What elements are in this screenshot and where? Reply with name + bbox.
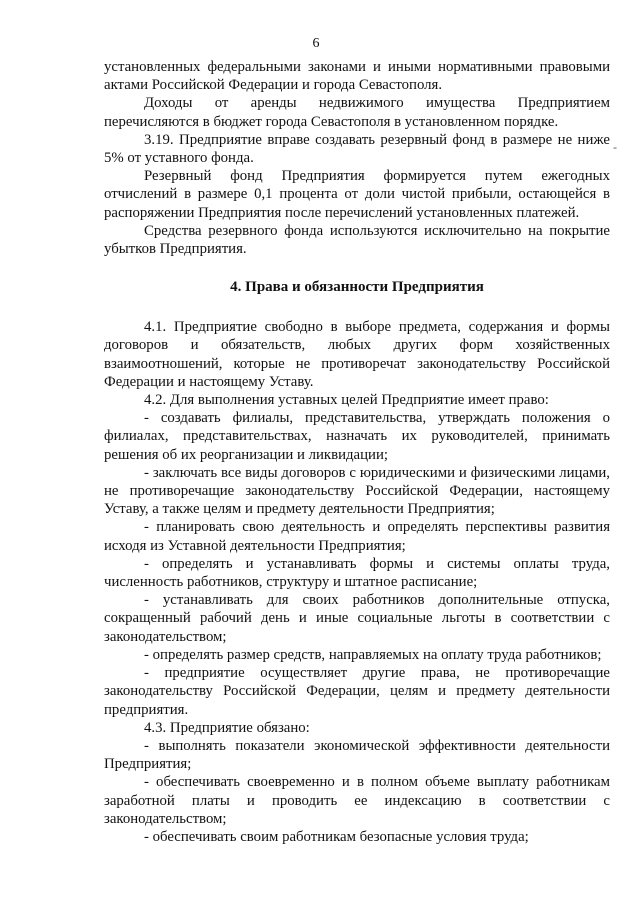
paragraph: 4.2. Для выполнения уставных целей Предприятие имеет право: <box>144 392 549 409</box>
paragraph: Доходы от аренды недвижимого имущества Предприятием перечисляются в бюджет города Севастополя в установленном порядке. <box>104 95 610 130</box>
paragraph: 4.3. Предприятие обязано: <box>144 719 310 736</box>
paragraph: - устанавливать для своих работников дополнительные отпуска, сокращенный рабочий день и иные социальные льготы в соответствии с законодательством; <box>104 592 610 645</box>
paragraph: 4.1. Предприятие свободно в выборе предмета, содержания и формы договоров и обязательств, любых других форм хозяйственных взаимоотношений, которые не противоречат законодательству Российской Федерации и настоящему Уставу. <box>104 319 610 390</box>
paragraph: установленных федеральными законами и иными нормативными правовыми актами Российской Федерации и города Севастополя. <box>104 59 610 94</box>
paragraph: Средства резервного фонда используются исключительно на покрытие убытков Предприятия. <box>104 222 610 258</box>
paragraph: - выполнять показатели экономической эффективности деятельности Предприятия; <box>104 737 610 773</box>
paragraph: - планировать свою деятельность и определять перспективы развития исходя из Уставной деятельности Предприятия; <box>104 519 610 554</box>
paragraph: - предприятие осуществляет другие права, не противоречащие законодательству Российской Федерации, целям и предмету деятельности предприятия. <box>104 665 610 718</box>
paragraph: - определять размер средств, направляемых на оплату труда работников; <box>144 646 602 663</box>
paragraph: - обеспечивать своим работникам безопасные условия труда; <box>144 828 529 845</box>
paragraph: 3.19. Предприятие вправе создавать резервный фонд в размере не ниже 5% от уставного фонда. <box>104 131 610 167</box>
paragraph: - создавать филиалы, представительства, утверждать положения о филиалах, представительствах, назначать их руководителей, принимать решения об их реорганизации и ликвидации; <box>104 410 610 463</box>
section-3-tail <box>104 58 610 258</box>
section-4-body <box>104 318 610 846</box>
document-body <box>104 58 610 846</box>
section-heading: 4. Права и обязанности Предприятия <box>230 279 484 296</box>
paragraph: - обеспечивать своевременно и в полном объеме выплату работникам заработной платы и проводить ее индексацию в соответствии с законодательством; <box>104 774 610 827</box>
margin-mark: - <box>613 140 617 154</box>
paragraph: - заключать все виды договоров с юридическими и физическими лицами, не противоречащие законодательству Российской Федерации, настоящему Уставу, а также целям и предмету деятельности Предприятия; <box>104 464 610 518</box>
page-number: 6 <box>312 36 320 51</box>
paragraph: Резервный фонд Предприятия формируется путем ежегодных отчислений в размере 0,1 процента от доли чистой прибыли, остающейся в распоряжении Предприятия после перечислений установленных платежей. <box>104 168 610 221</box>
paragraph: - определять и устанавливать формы и системы оплаты труда, численность работников, структуру и штатное расписание; <box>104 555 610 591</box>
